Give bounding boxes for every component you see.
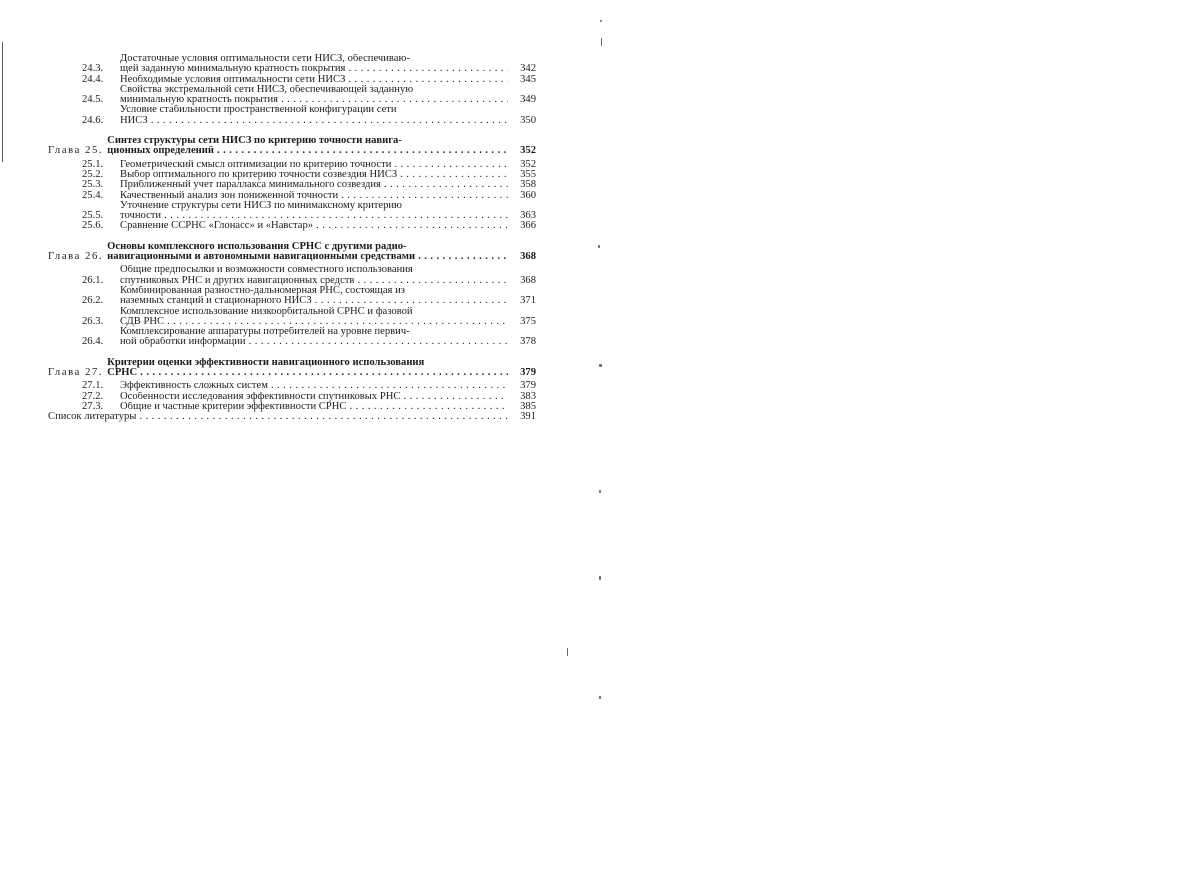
toc-entry-title <box>120 265 508 286</box>
toc-page-number: 355 <box>520 168 536 180</box>
toc-entry-title-line: НИСЗ . . <box>120 116 508 126</box>
toc-entry-title-line: Геометрический смысл оптимизации по критерию точности . . <box>120 160 508 170</box>
toc-entry-title <box>120 170 508 180</box>
toc-entry-title-line: Особенности исследования эффективности спутниковых РНС . . <box>120 392 508 402</box>
scan-speck <box>601 38 602 46</box>
toc-entry-number: 26.4. <box>82 336 104 348</box>
toc-entry-title-line: ной обработки информации . . <box>120 337 508 347</box>
toc-entry-title-line: щей заданную минимальную кратность покрытия . . <box>120 64 508 74</box>
toc-page-number: 368 <box>520 251 536 263</box>
scan-speck <box>567 648 568 656</box>
toc-entry-number: 27.3. <box>82 400 104 412</box>
toc-entry-number: 25.4. <box>82 189 104 201</box>
toc-entry-number: 24.4. <box>82 73 104 85</box>
toc-section <box>48 105 536 126</box>
toc-entry-number: 26.2. <box>82 295 104 307</box>
toc-entry-title <box>120 327 508 348</box>
toc-entry-title <box>120 402 508 412</box>
toc-entry-title <box>120 381 508 391</box>
toc-entry-title-line: Уточнение структуры сети НИСЗ по минимаксному критерию <box>120 200 402 211</box>
toc-entry-title-line: Общие предпосылки и возможности совместного использования <box>120 265 413 276</box>
toc-entry-title <box>120 105 508 126</box>
toc-entry-number: 27.2. <box>82 390 104 402</box>
toc-page-number: 350 <box>520 114 536 126</box>
toc-page-number: 383 <box>520 390 536 402</box>
toc-entry-title <box>120 54 508 75</box>
toc-section <box>48 54 536 75</box>
toc-entry-title <box>48 412 508 422</box>
toc-page-number: 385 <box>520 400 536 412</box>
toc-entry-number: 25.5. <box>82 210 104 222</box>
toc-entry-number: 26.3. <box>82 315 104 327</box>
toc-entry-number: 25.3. <box>82 179 104 191</box>
toc-section <box>48 75 536 85</box>
toc-entry-title <box>120 160 508 170</box>
toc-section <box>48 381 536 391</box>
toc-section <box>48 286 536 307</box>
toc-entry-title-line: Сравнение ССРНС «Глонасс» и «Навстар» . . <box>120 221 508 231</box>
toc-entry-title-line: минимальную кратность покрытия . . <box>120 95 508 105</box>
toc-page-number: 391 <box>520 411 536 423</box>
toc-section <box>48 327 536 348</box>
toc-entry-number: 24.6. <box>82 114 104 126</box>
toc-page-number: 371 <box>520 295 536 307</box>
toc-entry-title <box>120 75 508 85</box>
scan-speck <box>599 490 601 493</box>
toc-entry-number: Глава 27. <box>48 367 104 379</box>
toc-entry-title <box>120 201 508 222</box>
toc-entry-title <box>107 136 508 157</box>
toc-page-number: 349 <box>520 94 536 106</box>
toc-page-number: 345 <box>520 73 536 85</box>
toc-bibliography <box>48 412 536 422</box>
toc-entry-title-line: Комплексирование аппаратуры потребителей на уровне первич- <box>120 327 410 338</box>
toc-entry-title-line: Условие стабильности пространственной конфигурации сети <box>120 105 397 116</box>
toc-section <box>48 392 536 402</box>
scan-speck <box>599 576 601 580</box>
toc-section <box>48 307 536 328</box>
toc-entry-title <box>120 85 508 106</box>
toc-section <box>48 402 536 412</box>
toc-entry-title-line: Эффективность сложных систем . . <box>120 381 508 391</box>
toc-section <box>48 191 536 201</box>
toc-entry-title-line: Список литературы . . <box>48 412 508 422</box>
toc-entry-title <box>120 307 508 328</box>
toc-entry-title-line: Основы комплексного использования СРНС с другими радио- <box>107 241 407 252</box>
toc-entry-title-line: точности . . <box>120 211 508 221</box>
toc-section <box>48 170 536 180</box>
toc-entry-number: Глава 25. <box>48 145 104 157</box>
toc-entry-number: 25.6. <box>82 220 104 232</box>
toc-entry-title-line: наземных станций и стационарного НИСЗ . . <box>120 296 508 306</box>
toc-page-number: 363 <box>520 210 536 222</box>
toc-entry-title <box>120 392 508 402</box>
toc-entry-number: 24.3. <box>82 63 104 75</box>
toc-entry-title-line: навигационными и автономными навигационными средствами . . <box>107 252 508 262</box>
scan-speck <box>600 20 602 22</box>
toc-entry-title-line: Общие и частные критерии эффективности СРНС . . <box>120 402 508 412</box>
scan-speck <box>599 364 602 367</box>
toc-section <box>48 201 536 222</box>
toc-entry-title-line: спутниковых РНС и других навигационных средств . . <box>120 276 508 286</box>
toc-section <box>48 160 536 170</box>
toc-entry-number: Глава 26. <box>48 251 104 263</box>
toc-entry-title <box>120 221 508 231</box>
toc-chapter <box>48 358 536 379</box>
toc-entry-title <box>120 191 508 201</box>
binding-edge <box>2 42 3 162</box>
toc-entry-title <box>107 242 508 263</box>
scan-speck <box>599 696 601 699</box>
toc-page-number: 379 <box>520 367 536 379</box>
toc-page-number: 379 <box>520 380 536 392</box>
toc-entry-number: 25.1. <box>82 158 104 170</box>
toc-entry-title-line: Выбор оптимального по критерию точности созвездия НИСЗ . . <box>120 170 508 180</box>
toc-page-number: 360 <box>520 189 536 201</box>
scan-speck <box>598 245 600 248</box>
toc-page-number: 375 <box>520 315 536 327</box>
toc-section <box>48 180 536 190</box>
toc-entry-title-line: СДВ РНС . . <box>120 317 508 327</box>
toc-page-number: 358 <box>520 179 536 191</box>
toc-entry-number: 26.1. <box>82 274 104 286</box>
toc-entry-title-line: ционных определений . . <box>107 146 508 156</box>
toc-entry-title <box>120 180 508 190</box>
toc-chapter <box>48 242 536 263</box>
toc-section <box>48 221 536 231</box>
right-page <box>600 0 1200 888</box>
toc-entry-title-line: Комбинированная разностно-дальномерная РНС, состоящая из <box>120 285 405 296</box>
toc-entry-title-line: Необходимые условия оптимальности сети НИСЗ . . <box>120 75 508 85</box>
toc-entry-title-line: Комплексное использование низкоорбитальной СРНС и фазовой <box>120 306 413 317</box>
toc-entry-title <box>107 358 508 379</box>
toc-entry-title-line: Достаточные условия оптимальности сети НИСЗ, обеспечиваю- <box>120 54 410 64</box>
toc-entry-title-line: Качественный анализ зон пониженной точности . . <box>120 191 508 201</box>
toc-entry-title-line: Синтез структуры сети НИСЗ по критерию точности навига- <box>107 136 402 147</box>
table-of-contents <box>48 54 536 423</box>
toc-section <box>48 265 536 286</box>
toc-entry-title-line: Приближенный учет параллакса минимального созвездия . . <box>120 180 508 190</box>
toc-page-number: 352 <box>520 145 536 157</box>
toc-entry-number: 27.1. <box>82 380 104 392</box>
toc-section <box>48 85 536 106</box>
toc-entry-title-line: Критерии оценки эффективности навигационного использования <box>107 357 425 368</box>
toc-chapter <box>48 136 536 157</box>
toc-page-number: 368 <box>520 274 536 286</box>
toc-page-number: 366 <box>520 220 536 232</box>
toc-entry-title-line: Свойства экстремальной сети НИСЗ, обеспечивающей заданную <box>120 84 414 95</box>
toc-entry-number: 24.5. <box>82 94 104 106</box>
toc-page-number: 378 <box>520 336 536 348</box>
toc-entry-title <box>120 286 508 307</box>
toc-entry-title-line: СРНС . . <box>107 368 508 378</box>
toc-page-number: 352 <box>520 158 536 170</box>
toc-entry-number: 25.2. <box>82 168 104 180</box>
toc-page-number: 342 <box>520 63 536 75</box>
